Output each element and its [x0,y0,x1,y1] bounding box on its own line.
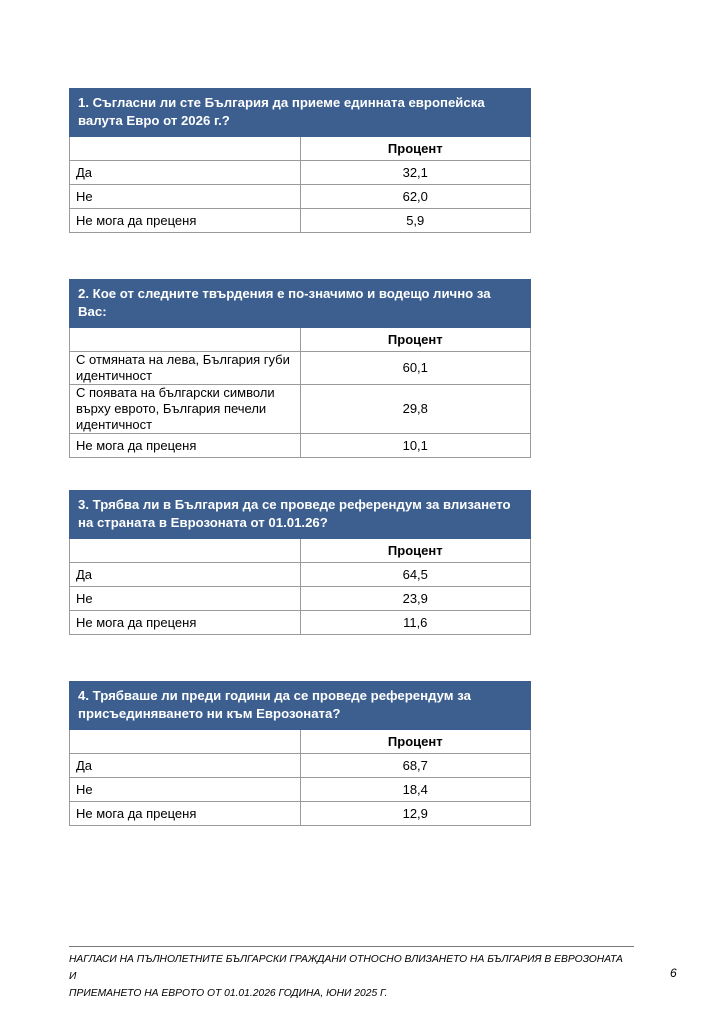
answer-value: 5,9 [300,209,531,233]
answer-label: Не [70,778,301,802]
answer-value: 18,4 [300,778,531,802]
answer-label: Не мога да преценя [70,434,301,458]
table-row [70,209,531,233]
answer-value: 60,1 [300,352,531,385]
question-table-2 [69,279,531,458]
table-row [70,563,531,587]
column-header-empty [70,539,301,563]
column-header-percent: Процент [300,328,531,352]
footer-divider [69,946,634,947]
column-header-empty [70,730,301,754]
answer-value: 12,9 [300,802,531,826]
answer-label: Да [70,754,301,778]
table-row [70,352,531,385]
column-header-percent: Процент [300,539,531,563]
question-title: 1. Съгласни ли сте България да приеме единната европейска валута Евро от 2026 г.? [70,89,531,137]
footer-line-1: НАГЛАСИ НА ПЪЛНОЛЕТНИТЕ БЪЛГАРСКИ ГРАЖДАНИ ОТНОСНО ВЛИЗАНЕТО НА БЪЛГАРИЯ В ЕВРОЗОНАТА И [69,954,623,982]
answer-value: 23,9 [300,587,531,611]
answer-label: Не [70,587,301,611]
table-row [70,185,531,209]
page-number: 6 [670,966,677,980]
answer-label: Да [70,161,301,185]
answer-label: С появата на български символи върху еврото, България печели идентичност [70,385,301,434]
table-row [70,778,531,802]
column-header-empty [70,137,301,161]
table-row [70,611,531,635]
answer-value: 29,8 [300,385,531,434]
question-title: 3. Трябва ли в България да се проведе референдум за влизането на страната в Еврозоната от 01.01.26? [70,491,531,539]
column-header-percent: Процент [300,730,531,754]
question-title: 2. Кое от следните твърдения е по-значимо и водещо лично за Вас: [70,280,531,328]
question-table-1 [69,88,531,233]
answer-label: Да [70,563,301,587]
answer-label: Не мога да преценя [70,802,301,826]
table-row [70,434,531,458]
table-row [70,587,531,611]
table-row [70,385,531,434]
answer-label: Не мога да преценя [70,611,301,635]
question-table-4 [69,681,531,826]
table-row [70,802,531,826]
answer-value: 10,1 [300,434,531,458]
answer-value: 62,0 [300,185,531,209]
question-title: 4. Трябваше ли преди години да се проведе референдум за присъединяването ни към Еврозоната? [70,682,531,730]
column-header-percent: Процент [300,137,531,161]
answer-label: Не мога да преценя [70,209,301,233]
answer-value: 64,5 [300,563,531,587]
table-row [70,161,531,185]
answer-value: 68,7 [300,754,531,778]
table-row [70,754,531,778]
footer-line-2: ПРИЕМАНЕТО НА ЕВРОТО ОТ 01.01.2026 ГОДИНА, ЮНИ 2025 Г. [69,988,388,999]
column-header-empty [70,328,301,352]
footer-text [69,951,629,1002]
answer-label: С отмяната на лева, България губи идентичност [70,352,301,385]
answer-value: 32,1 [300,161,531,185]
answer-label: Не [70,185,301,209]
question-table-3 [69,490,531,635]
answer-value: 11,6 [300,611,531,635]
